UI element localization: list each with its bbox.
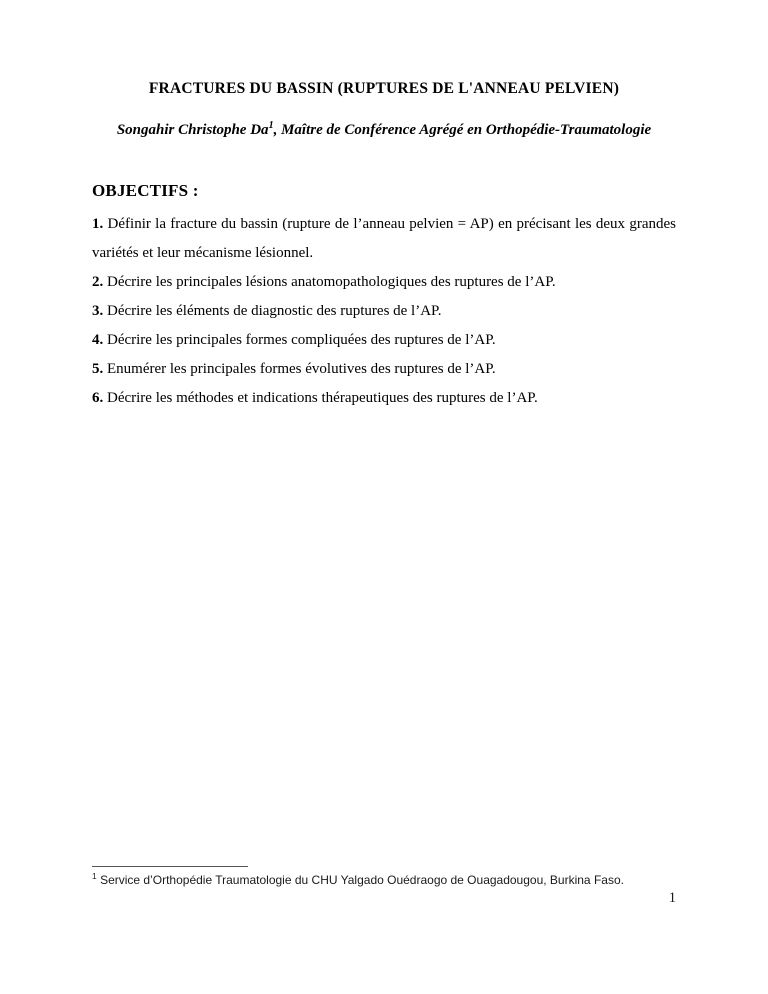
- objective-number: 3.: [92, 303, 104, 319]
- objective-item-2: [92, 268, 676, 297]
- objective-text: Définir la fracture du bassin (rupture de l’anneau pelvien = AP) en précisant les deux grandes variétés et leur mécanisme lésionnel.: [92, 216, 676, 261]
- objectives-list: [92, 201, 676, 413]
- objective-text: Décrire les principales lésions anatomopathologiques des ruptures de l’AP.: [103, 274, 556, 290]
- objective-text: Décrire les principales formes compliquées des ruptures de l’AP.: [103, 332, 496, 348]
- objective-number: 6.: [92, 390, 104, 406]
- footnote-marker: 1: [92, 871, 97, 881]
- objective-text: Enumérer les principales formes évolutives des ruptures de l’AP.: [103, 361, 496, 377]
- objective-number: 5.: [92, 361, 104, 377]
- objective-number: 2.: [92, 274, 104, 290]
- footnote: [92, 873, 676, 887]
- footnote-block: [92, 866, 676, 887]
- objective-text: Décrire les éléments de diagnostic des ruptures de l’AP.: [103, 303, 442, 319]
- author-footnote-marker: 1: [268, 120, 274, 131]
- objective-item-4: [92, 326, 676, 355]
- objective-number: 4.: [92, 332, 104, 348]
- objective-text: Décrire les méthodes et indications thérapeutiques des ruptures de l’AP.: [103, 390, 538, 406]
- page-content: [92, 0, 676, 413]
- objective-item-6: [92, 384, 676, 413]
- author-name: Songahir Christophe Da: [116, 122, 269, 138]
- footnote-text: Service d’Orthopédie Traumatologie du CHU Yalgado Ouédraogo de Ouagadougou, Burkina Faso.: [96, 873, 624, 887]
- footnote-separator-rule: [92, 866, 248, 867]
- objective-item-5: [92, 355, 676, 384]
- objectives-heading: OBJECTIFS :: [92, 181, 199, 200]
- objective-item-3: [92, 297, 676, 326]
- objective-number: 1.: [92, 216, 104, 232]
- author-line: [92, 98, 676, 139]
- author-credentials: , Maître de Conférence Agrégé en Orthopédie-Traumatologie: [273, 122, 652, 138]
- page-number: 1: [668, 890, 676, 906]
- document-title: FRACTURES DU BASSIN (RUPTURES DE L'ANNEAU PELVIEN): [148, 80, 620, 97]
- objective-item-1: [92, 210, 676, 268]
